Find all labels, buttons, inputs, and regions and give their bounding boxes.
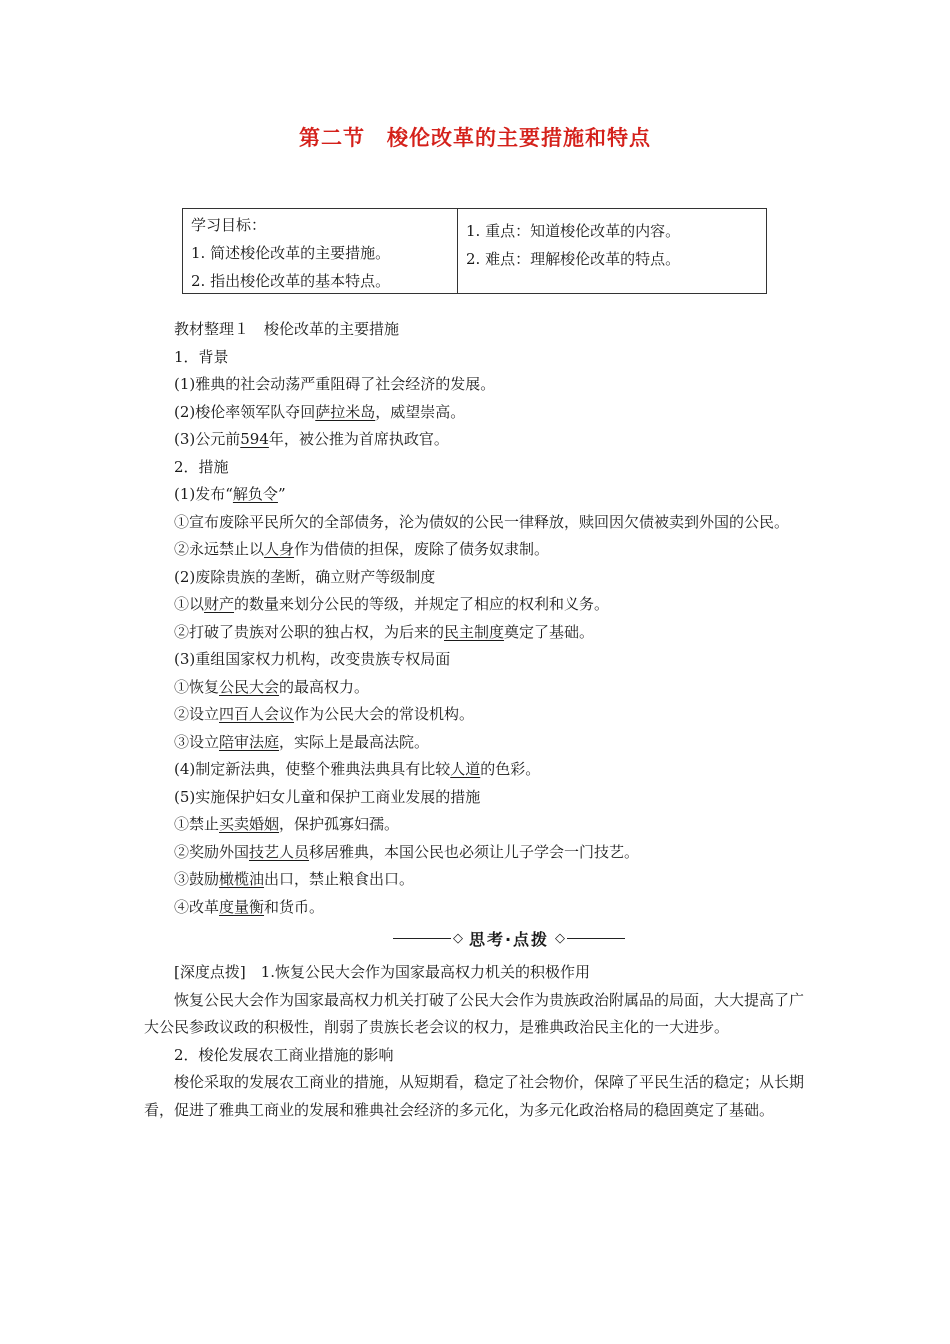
divider-line xyxy=(567,938,625,939)
divider-label: 思考·点拨 xyxy=(468,929,550,949)
measure-heading xyxy=(144,756,814,784)
fill-in-answer: 陪审法庭 xyxy=(219,732,280,751)
objectives-goals-cell xyxy=(183,209,458,293)
insight-paragraph: 梭伦采取的发展农工商业的措施，从短期看，稳定了社会物价，保障了平民生活的稳定；从长期看，促进了雅典工商业的发展和雅典社会经济的多元化，为多元化政治格局的稳固奠定了基础。 xyxy=(144,1073,805,1119)
text: ②打破了贵族对公职的独占权，为后来的 xyxy=(174,622,445,641)
fill-in-answer: 度量衡 xyxy=(219,897,265,916)
text: 作为借债的担保，废除了债务奴隶制。 xyxy=(294,540,550,558)
fill-in-answer: 解负令 xyxy=(232,485,278,503)
measure-heading: (5)实施保护妇女儿童和保护工商业发展的措施 xyxy=(174,787,481,806)
text: ” xyxy=(277,485,286,503)
objectives-keys-cell xyxy=(458,209,766,293)
fill-in-answer: 594 xyxy=(240,430,269,448)
text: 移居雅典，本国公民也必须让儿子学会一门技艺。 xyxy=(309,842,640,861)
measure-item xyxy=(144,866,814,894)
text: ①禁止 xyxy=(174,815,220,833)
measure-item xyxy=(144,591,814,619)
text: ②奖励外国 xyxy=(174,842,250,861)
text: 年，被公推为首席执政官。 xyxy=(268,430,449,448)
text: 的色彩。 xyxy=(480,760,541,778)
measure-item xyxy=(144,619,814,647)
diamond-icon: ◇ xyxy=(555,930,566,946)
diamond-icon: ◇ xyxy=(452,930,463,946)
text: 出口，禁止粮食出口。 xyxy=(264,870,415,888)
text: ，威望崇高。 xyxy=(375,402,466,421)
text: 作为公民大会的常设机构。 xyxy=(294,705,475,723)
measure-item xyxy=(144,894,814,922)
measure-heading: (3)重组国家权力机构，改变贵族专权局面 xyxy=(174,650,451,668)
text: ②设立 xyxy=(174,705,220,723)
text: 和货币。 xyxy=(264,897,325,916)
measure-item: ①宣布废除平民所欠的全部债务，沦为债奴的公民一律释放，赎回因欠债被卖到外国的公民。 xyxy=(174,512,790,531)
insight-heading: 2．梭伦发展农工商业措施的影响 xyxy=(174,1045,394,1064)
subheading-measures: 2．措施 xyxy=(174,457,229,476)
text: 的数量来划分公民的等级，并规定了相应的权利和义务。 xyxy=(234,595,610,613)
section-divider xyxy=(144,925,814,951)
fill-in-answer: 民主制度 xyxy=(444,622,505,641)
background-item xyxy=(144,399,814,427)
text: 的最高权力。 xyxy=(279,677,370,696)
measure-item xyxy=(144,811,814,839)
measure-item xyxy=(144,701,814,729)
text: (1)发布“ xyxy=(174,485,233,503)
measure-item xyxy=(144,729,814,757)
background-item: (1)雅典的社会动荡严重阻碍了社会经济的发展。 xyxy=(174,375,496,393)
goal-item: 1. 简述梭伦改革的主要措施。 xyxy=(191,244,391,262)
measure-item xyxy=(144,674,814,702)
insight-paragraph: 恢复公民大会作为国家最高权力机关打破了公民大会作为贵族政治附属品的局面，大大提高了广大公民参政议政的积极性，削弱了贵族长老会议的权力，是雅典政治民主化的一大进步。 xyxy=(144,990,805,1036)
fill-in-answer: 财产 xyxy=(204,595,235,613)
fill-in-answer: 橄榄油 xyxy=(219,870,265,888)
subheading-background: 1．背景 xyxy=(174,347,229,366)
fill-in-answer: 技艺人员 xyxy=(249,842,310,861)
text: ①以 xyxy=(174,595,205,613)
text: 奠定了基础。 xyxy=(504,622,595,641)
measure-heading xyxy=(144,481,814,509)
text: ，实际上是最高法院。 xyxy=(279,732,430,751)
text: ①恢复 xyxy=(174,677,220,696)
key-point-item: 2. 难点：理解梭伦改革的特点。 xyxy=(466,250,681,268)
divider-line xyxy=(393,938,451,939)
fill-in-answer: 人道 xyxy=(450,760,481,778)
fill-in-answer: 萨拉米岛 xyxy=(315,402,376,421)
measure-item xyxy=(144,839,814,867)
goal-item: 2. 指出梭伦改革的基本特点。 xyxy=(191,272,391,290)
main-content xyxy=(144,316,814,1124)
fill-in-answer: 人身 xyxy=(264,540,295,558)
objectives-table xyxy=(182,208,767,294)
fill-in-answer: 公民大会 xyxy=(219,677,280,696)
text: ②永远禁止以 xyxy=(174,540,265,558)
insight-heading: [深度点拨] 1.恢复公民大会作为国家最高权力机关的积极作用 xyxy=(174,963,591,981)
measure-item xyxy=(144,536,814,564)
section-heading: 教材整理１ 梭伦改革的主要措施 xyxy=(174,320,400,338)
text: (4)制定新法典，使整个雅典法典具有比较 xyxy=(174,760,451,778)
background-item xyxy=(144,426,814,454)
measure-heading: (2)废除贵族的垄断，确立财产等级制度 xyxy=(174,567,436,586)
objectives-heading: 学习目标： xyxy=(191,216,267,234)
text: (3)公元前 xyxy=(174,430,241,448)
page-title: 第二节 梭伦改革的主要措施和特点 xyxy=(299,126,651,150)
text: (2)梭伦率领军队夺回 xyxy=(174,402,316,421)
fill-in-answer: 四百人会议 xyxy=(219,705,295,723)
fill-in-answer: 买卖婚姻 xyxy=(219,815,280,833)
text: ③鼓励 xyxy=(174,870,220,888)
text: ，保护孤寡妇孺。 xyxy=(279,815,400,833)
text: ③设立 xyxy=(174,732,220,751)
key-point-item: 1. 重点：知道梭伦改革的内容。 xyxy=(466,222,681,240)
text: ④改革 xyxy=(174,897,220,916)
